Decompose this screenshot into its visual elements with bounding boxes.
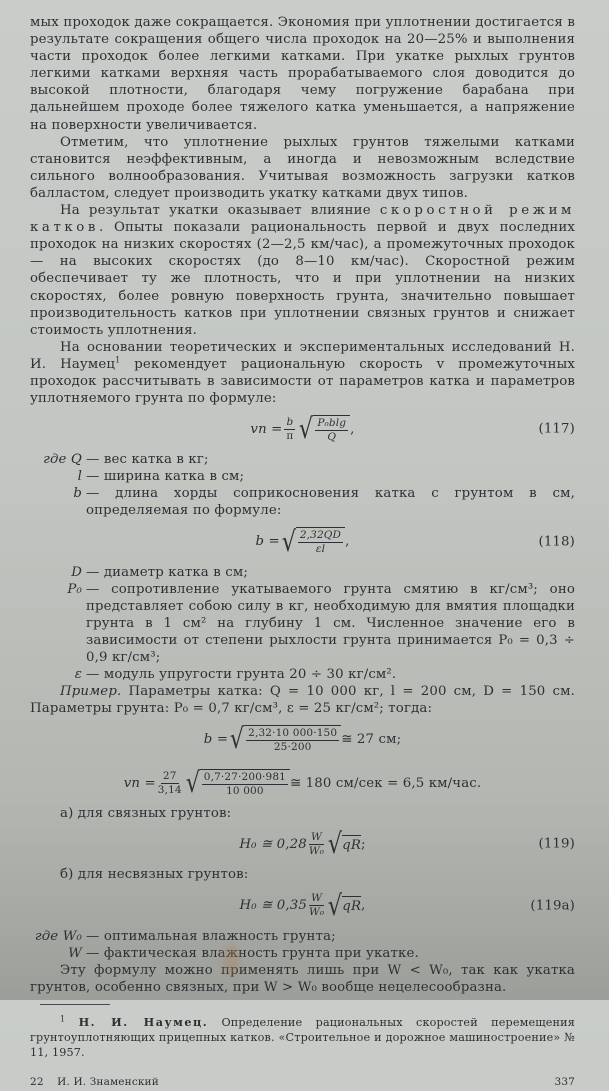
footnote-ref: 1 [115,355,121,365]
square-root: √ qR [327,827,361,861]
definition-item: W — фактическая влажность грунта при укатке. [68,945,419,961]
paragraph-economy: мых проходок даже сокращается. Экономия при уплотнении достигается в результате сокращения общего числа проходок на 20—25% и выполнения части проходок более легкими катками. При укатке рыхлых грунтов легкими катками верхняя часть прорабатываемого слоя доводится до высокой плотности, благодаря чему погружение барабана при дальнейшем проходе более тяжелого катка уменьшается, а напряжение на поверхности увеличивается. [30,15,575,133]
equation-number: (117) [538,421,575,437]
equation-number: (119) [538,836,575,852]
square-root: √ $\frac{2,32QD}{\varepsilon l}$ [280,527,345,556]
case-b-label: б) для несвязных грунтов: [60,867,249,883]
example-label: Пример. [60,684,122,700]
definition-item: D — диаметр катка в см; [71,564,248,580]
definition-item: l — ширина катка в см; [77,469,245,485]
equation-number: (118) [538,533,575,549]
radical-sign-icon: √ [328,888,343,922]
paragraph-heavy-rollers: Отметим, что уплотнение рыхлых грунтов тяжелыми катками становится неэффективным, а иногда и невозможным вследствие сильного волнообразования. Учитывая возможность загрузки катков балластом, следует производить укатку катками двух типов. [30,134,575,201]
paper-stain [222,945,240,975]
radical-sign-icon: √ [327,827,343,861]
printer-signature-author: И. И. Знаменский [57,1075,159,1088]
radical-sign-icon: √ [281,524,297,558]
radical-sign-icon: √ [299,412,314,446]
footnote: $^1$ Н. И. Наумец. Определение рациональных скоростей перемещения грунтоуплотняющих прицепных катков. «Строительное и дорожное машиностроение» № 11, 1957. [30,1014,575,1059]
formula-117: vп = $\frac{b}{\pi}$ √ $\frac{\text{P₀blg}}{Q}$ , (117) [250,412,575,446]
formula-119a: H₀ ≅ 0,35 $\frac{W}{\text{W₀}}$ √ qR , (119а) [239,888,575,922]
definitions-2 [30,564,575,684]
definitions-3 [30,928,575,962]
book-page [30,14,575,1091]
definition-item: b — длина хорды соприкосновения катка с грунтом в см, определяемая по формуле: [73,486,575,519]
definition-item: где W₀ — оптимальная влажность грунта; [34,928,336,944]
page-footer [30,1074,575,1091]
emphasized-term: скоростной режим катков [30,203,575,236]
case-a-label: а) для связных грунтов: [60,806,232,822]
page-number: 337 [554,1075,575,1088]
definition-item: ε — модуль упругости грунта 20 ÷ 30 кг/см². [74,667,397,683]
equation-number: (119а) [530,898,575,914]
paragraph-closing: Эту формулу можно применять лишь при W < W₀, так как укатка грунтов, особенно связных, при W > W₀ вообще нецелесообразна. [30,962,575,995]
definition-item: P₀ — сопротивление укатываемого грунта смятию в кг/см³; оно представляет собою силу в кг, необходимую для вмятия площадки грунта в 1 см² на глубину 1 см. Численное значение его в зависимости от степени рыхлости грунта принимается P₀ = 0,3 ÷ 0,9 кг/см³; [67,581,575,665]
paragraph-example: Пример. Параметры катка: Q = 10 000 кг, l = 200 см, D = 150 см. Параметры грунта: P₀ = 0,7 кг/см³, ε = 25 кг/см²; тогда: [30,684,575,717]
formula-119: H₀ ≅ 0,28 $\frac{W}{\text{W₀}}$ √ qR ; (119) [239,827,575,861]
fraction: $\frac{b}{\pi}$ [286,415,294,442]
paragraph-naumets: На основании теоретических и экспериментальных исследований Н. И. Наумец$^1$ рекомендует рациональную скорость v промежуточных проходок рассчитывать в зависимости от параметров катка и параметров уплотняемого грунта по формуле: [30,339,575,407]
radical-sign-icon: √ [229,722,245,756]
formula-example-v: vп = $\frac{27}{3,14}$ √ $\frac{0,7\cdot 27\cdot 200\cdot 981}{10 000}$ ≅ 180 см/сек = 6,5 км/час. [123,766,482,800]
paragraph-speed-mode: На результат укатки оказывает влияние скоростной режим катков. Опыты показали рациональность первой и двух последних проходок на низких скоростях (2—2,5 км/час), а промежуточных проходок— на высоких скоростях (до 8—10 км/час). Скоростной режим обеспечивает ту же плотность, что и при уплотнении на низких скоростях, более ровную поверхность грунта, значительно повышает производительность катков при уплотнении связных грунтов и снижает стоимость уплотнения. [30,203,575,338]
square-root: √ $\frac{2,32\cdot 10 000\cdot 150}{25\cdot 200}$ [228,725,341,754]
definitions-1 [30,451,575,519]
footnote-author: Н. И. Наумец. [78,1014,209,1029]
definition-item: где Q — вес катка в кг; [43,452,209,468]
signature-mark: 22 [30,1075,44,1088]
square-root: √ $\frac{0,7\cdot 27\cdot 200\cdot 981}{10 000}$ [184,769,290,798]
square-root: √ qR [328,888,362,922]
radical-sign-icon: √ [185,766,200,800]
formula-118: b = √ $\frac{2,32QD}{\varepsilon l}$ , (118) [255,524,575,558]
square-root: √ $\frac{\text{P₀blg}}{Q}$ [297,415,350,444]
footnote-divider [40,1004,110,1005]
formula-example-b: b = √ $\frac{2,32\cdot 10 000\cdot 150}{25\cdot 200}$ ≅ 27 см; [203,722,402,756]
